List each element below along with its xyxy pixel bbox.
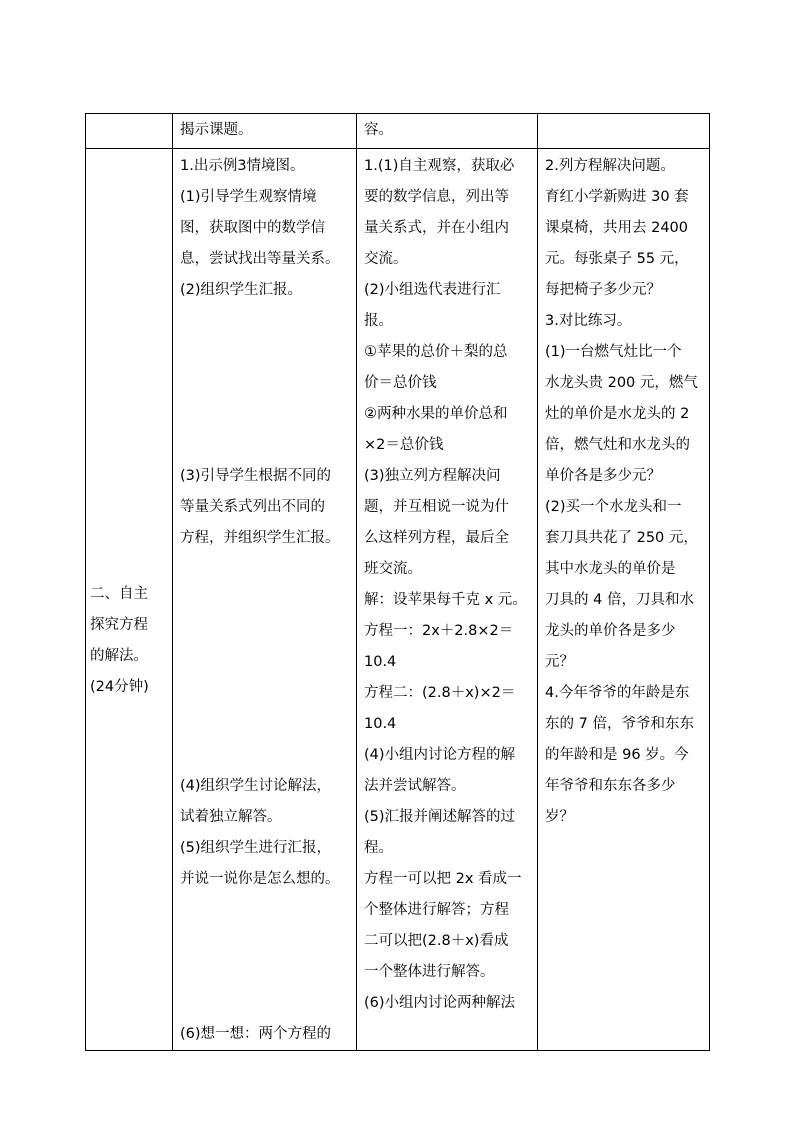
teacher-line: 等量关系式列出不同的 (180, 499, 325, 515)
exercise-line: 龙头的单价各是多少 (545, 623, 676, 639)
cell-text: 容。 (364, 122, 393, 138)
stage-line: (24分钟) (90, 678, 149, 695)
cell-text: 揭示课题。 (180, 122, 253, 138)
teacher-line: 1.出示例3情境图。 (180, 158, 305, 174)
teacher-line: (4)组织学生讨论解法， (180, 778, 332, 794)
teacher-line: (2)组织学生汇报。 (180, 282, 303, 298)
exercise-line: 灶的单价是水龙头的 2 (545, 406, 690, 422)
student-line: (4)小组内讨论方程的解 (364, 747, 516, 763)
exercise-line: 2.列方程解决问题。 (545, 158, 675, 174)
student-line: 1.(1)自主观察，获取必 (364, 158, 515, 174)
student-line: 一个整体进行解答。 (364, 964, 495, 980)
teacher-line: 试着独立解答。 (180, 809, 282, 825)
table-cell-stage (86, 114, 173, 149)
exercise-line: 套刀具共花了 250 元， (545, 530, 698, 546)
table-cell-teacher (173, 149, 357, 1051)
table-row (86, 149, 710, 1051)
stage-label (90, 579, 168, 703)
table-cell-stage (86, 149, 173, 1051)
student-line: 方程一：2x＋2.8×2＝ (364, 623, 514, 639)
exercise-line: 3.对比练习。 (545, 313, 632, 329)
teacher-line: (6)想一想：两个方程的 (180, 1026, 332, 1042)
student-line: 价＝总价钱 (364, 375, 437, 391)
student-line: 方程二：(2.8＋x)×2＝ (364, 685, 516, 701)
student-line: 程。 (364, 840, 393, 856)
student-line: 10.4 (364, 716, 397, 732)
lesson-plan-table (85, 113, 710, 1051)
exercise-line: 元。每张桌子 55 元， (545, 251, 689, 267)
exercise-line: 的年龄和是 96 岁。今 (545, 747, 689, 763)
exercise-line: 水龙头贵 200 元，燃气 (545, 375, 698, 391)
exercise-line: 岁？ (545, 809, 574, 825)
exercise-line: 育红小学新购进 30 套 (545, 189, 689, 205)
teacher-line: 息，尝试找出等量关系。 (180, 251, 340, 267)
teacher-line: (5)组织学生进行汇报， (180, 840, 332, 856)
teacher-line: (1)引导学生观察情境 (180, 189, 317, 205)
student-line: 法并尝试解答。 (364, 778, 466, 794)
student-line: (2)小组选代表进行汇 (364, 282, 501, 298)
exercise-line: 年爷爷和东东各多少 (545, 778, 676, 794)
exercise-line: 单价各是多少元？ (545, 468, 661, 484)
table-row (86, 114, 710, 149)
exercise-line: (2)买一个水龙头和一 (545, 499, 682, 515)
student-line: (3)独立列方程解决问 (364, 468, 501, 484)
exercise-line: 东的 7 倍，爷爷和东东 (545, 716, 694, 732)
student-line: ①苹果的总价＋梨的总 (364, 344, 508, 360)
table-cell-student (357, 149, 538, 1051)
student-line: 班交流。 (364, 561, 422, 577)
exercise-line: 倍，燃气灶和水龙头的 (545, 437, 690, 453)
stage-line: 的解法。 (90, 647, 148, 664)
table-cell-teacher (173, 114, 357, 149)
student-line: 么这样列方程，最后全 (364, 530, 509, 546)
student-line: (5)汇报并阐述解答的过 (364, 809, 516, 825)
student-line: 个整体进行解答；方程 (364, 902, 509, 918)
exercise-line: 元？ (545, 654, 574, 670)
teacher-line: 方程，并组织学生汇报。 (180, 530, 340, 546)
table-cell-exercise (538, 114, 710, 149)
student-line: (6)小组内讨论两种解法 (364, 995, 516, 1011)
exercise-line: 课桌椅，共用去 2400 (545, 220, 689, 236)
student-line: 二可以把(2.8＋x)看成 (364, 933, 509, 949)
stage-line: 探究方程 (90, 616, 148, 633)
student-line: 交流。 (364, 251, 408, 267)
stage-line: 二、自主 (90, 585, 148, 602)
teacher-line: 并说一说你是怎么想的。 (180, 871, 340, 887)
teacher-line: (3)引导学生根据不同的 (180, 468, 332, 484)
student-line: ②两种水果的单价总和 (364, 406, 508, 422)
exercise-line: 4.今年爷爷的年龄是东 (545, 685, 690, 701)
table-cell-exercise (538, 149, 710, 1051)
exercise-line: (1)一台燃气灶比一个 (545, 344, 682, 360)
student-line: 要的数学信息，列出等 (364, 189, 509, 205)
student-line: 报。 (364, 313, 393, 329)
student-line: 10.4 (364, 654, 397, 670)
student-line: 量关系式，并在小组内 (364, 220, 509, 236)
student-line: 方程一可以把 2x 看成一 (364, 871, 522, 887)
student-line: ×2＝总价钱 (364, 437, 444, 453)
exercise-line: 其中水龙头的单价是 (545, 561, 676, 577)
student-line: 解：设苹果每千克 x 元。 (364, 592, 527, 608)
exercise-line: 刀具的 4 倍，刀具和水 (545, 592, 694, 608)
student-line: 题，并互相说一说为什 (364, 499, 509, 515)
teacher-line: 图，获取图中的数学信 (180, 220, 325, 236)
table-cell-student (357, 114, 538, 149)
exercise-line: 每把椅子多少元？ (545, 282, 661, 298)
